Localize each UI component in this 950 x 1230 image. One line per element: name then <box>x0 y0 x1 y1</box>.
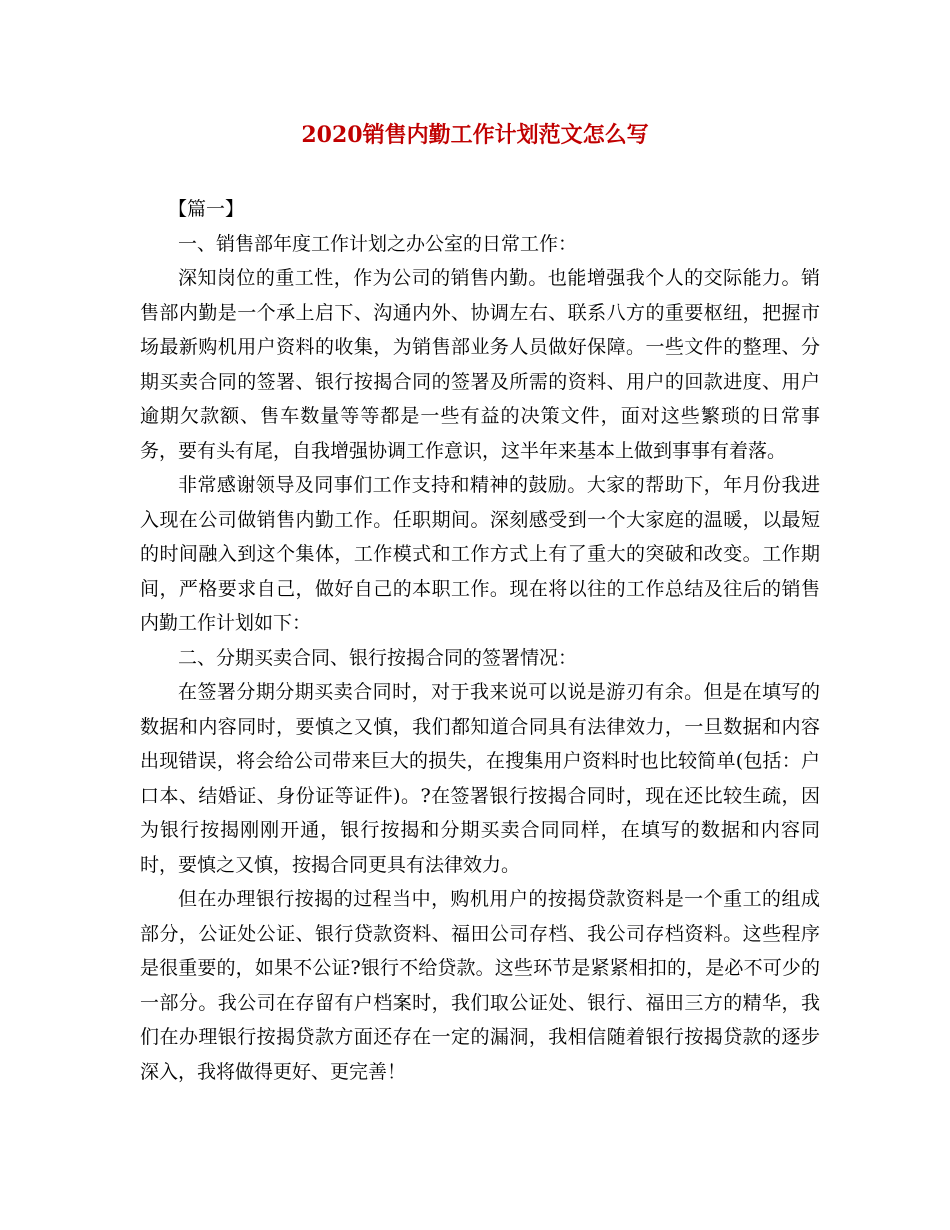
section-label: 【篇一】 <box>168 198 245 220</box>
paragraph-6: 但在办理银行按揭的过程当中，购机用户的按揭贷款资料是一个重工的组成部分，公证处公证、银行贷款资料、福田公司存档、我公司存档资料。这些程序是很重要的，如果不公证?银行不给贷款。这些环节是紧紧相扣的，是必不可少的一部分。我公司在存留有户档案时，我们取公证处、银行、福田三方的精华，我们在办理银行按揭贷款方面还存在一定的漏洞，我相信随着银行按揭贷款的逐步深入，我将做得更好、更完善！ <box>140 888 820 1083</box>
document-body <box>140 192 820 1089</box>
paragraph-4: 二、分期买卖合同、银行按揭合同的签署情况： <box>178 646 578 669</box>
document-title: 2020销售内勤工作计划范文怎么写 <box>301 122 649 148</box>
paragraph-5: 在签署分期分期买卖合同时，对于我来说可以说是游刃有余。但是在填写的数据和内容同时，要慎之又慎，我们都知道合同具有法律效力，一旦数据和内容出现错误，将会给公司带来巨大的损失，在搜集用户资料时也比较简单(包括：户口本、结婚证、身份证等证件)。?在签署银行按揭合同时，现在还比较生疏，因为银行按揭刚刚开通，银行按揭和分期买卖合同同样，在填写的数据和内容同时，要慎之又慎，按揭合同更具有法律效力。 <box>140 681 820 876</box>
paragraph-2: 深知岗位的重工性，作为公司的销售内勤。也能增强我个人的交际能力。销售部内勤是一个承上启下、沟通内外、协调左右、联系八方的重要枢纽，把握市场最新购机用户资料的收集，为销售部业务人员做好保障。一些文件的整理、分期买卖合同的签署、银行按揭合同的签署及所需的资料、用户的回款进度、用户逾期欠款额、售车数量等等都是一些有益的决策文件，面对这些繁琐的日常事务，要有头有尾，自我增强协调工作意识，这半年来基本上做到事事有着落。 <box>140 267 820 462</box>
paragraph-3: 非常感谢领导及同事们工作支持和精神的鼓励。大家的帮助下，年月份我进入现在公司做销售内勤工作。任职期间。深刻感受到一个大家庭的温暖，以最短的时间融入到这个集体，工作模式和工作方式上有了重大的突破和改变。工作期间，严格要求自己，做好自己的本职工作。现在将以往的工作总结及往后的销售内勤工作计划如下： <box>140 474 820 634</box>
paragraph-1: 一、销售部年度工作计划之办公室的日常工作： <box>178 232 578 255</box>
